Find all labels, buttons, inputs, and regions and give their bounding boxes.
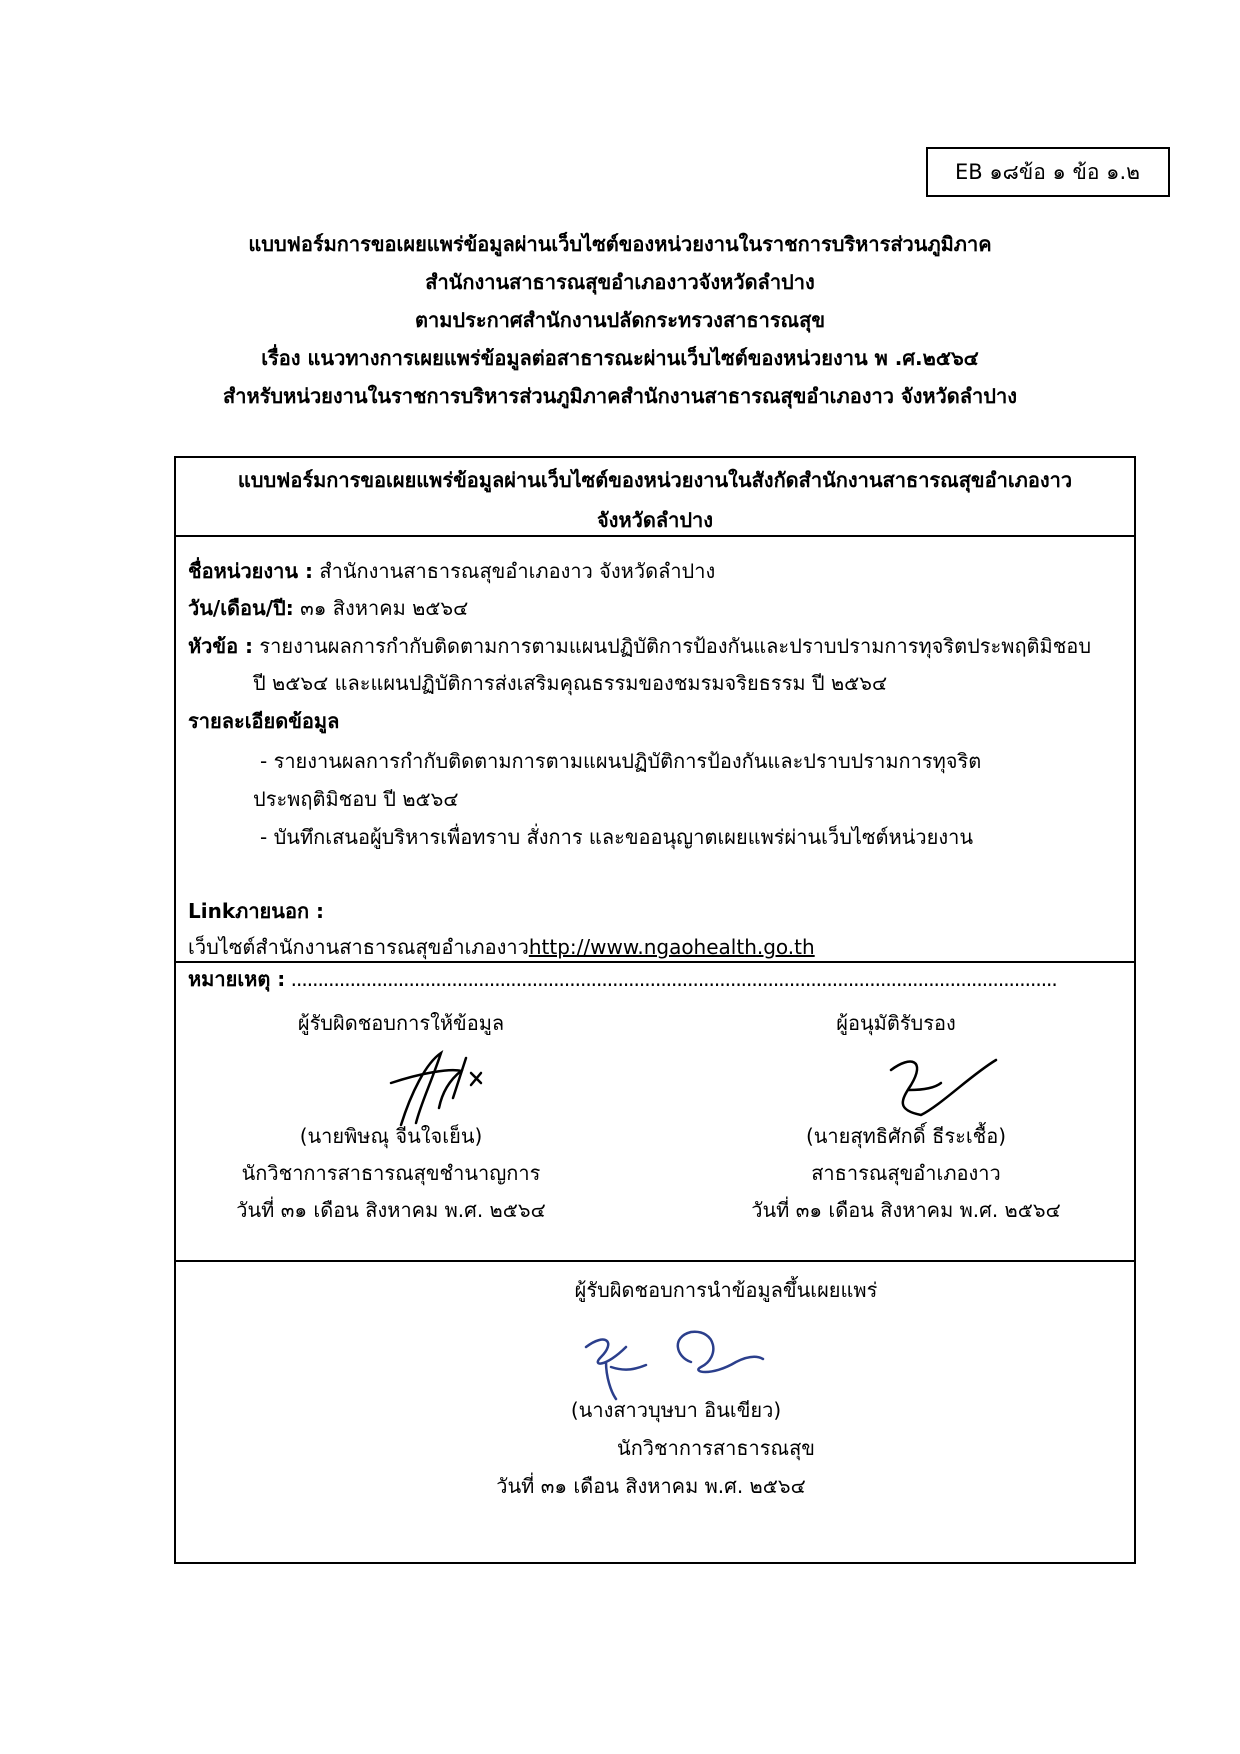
header-line-4: เรื่อง แนวทางการเผยแพร่ข้อมูลต่อสาธารณะผ่านเว็บไซต์ของหน่วยงาน พ .ศ.๒๕๖๔ bbox=[261, 346, 979, 370]
publisher-section bbox=[176, 1262, 1134, 1562]
approver-signature bbox=[881, 1045, 1001, 1125]
header-line-3: ตามประกาศสำนักงานปลัดกระทรวงสาธารณสุข bbox=[414, 308, 825, 332]
approval-section bbox=[176, 963, 1134, 1262]
form-title-line-1: แบบฟอร์มการขอเผยแพร่ข้อมูลผ่านเว็บไซต์ของหน่วยงานในสังกัดสำนักงานสาธารณสุขอำเภองาว bbox=[237, 468, 1073, 492]
informant-role: ผู้รับผิดชอบการให้ข้อมูล bbox=[297, 1011, 505, 1035]
link-label: Linkภายนอก : bbox=[188, 899, 325, 923]
publisher-signature bbox=[571, 1317, 771, 1402]
date-row bbox=[188, 594, 468, 622]
detail-item-2: - บันทึกเสนอผู้บริหารเพื่อทราบ สั่งการ และขออนุญาตเผยแพร่ผ่านเว็บไซต์หน่วยงาน bbox=[260, 825, 974, 849]
website-prefix: เว็บไซต์สำนักงานสาธารณสุขอำเภองาว bbox=[188, 935, 529, 959]
topic-row bbox=[188, 632, 1091, 660]
publisher-name: (นางสาวบุษบา อินเขียว) bbox=[570, 1398, 782, 1422]
informant-role-block bbox=[266, 1005, 536, 1042]
date-value: ๓๑ สิงหาคม ๒๕๖๔ bbox=[293, 596, 469, 620]
form-body-section bbox=[176, 537, 1134, 991]
header-line-2: สำนักงานสาธารณสุขอำเภองาวจังหวัดลำปาง bbox=[425, 270, 815, 294]
unit-label: ชื่อหน่วยงาน : bbox=[188, 559, 314, 583]
informant-position: นักวิชาการสาธารณสุขชำนาญการ bbox=[241, 1161, 541, 1185]
publisher-position: นักวิชาการสาธารณสุข bbox=[617, 1436, 815, 1460]
topic-value-2: ปี ๒๕๖๔ และแผนปฏิบัติการส่งเสริมคุณธรรมของชมรมจริยธรรม ปี ๒๕๖๔ bbox=[253, 671, 888, 695]
unit-row bbox=[188, 557, 715, 585]
details-label: รายละเอียดข้อมูล bbox=[188, 709, 340, 733]
topic-value-1: รายงานผลการกำกับติดตามการตามแผนปฏิบัติการป้องกันและปราบปรามการทุจริตประพฤติมิชอบ bbox=[253, 634, 1092, 658]
approver-position: สาธารณสุขอำเภองาว bbox=[811, 1161, 1001, 1185]
approver-name: (นายสุทธิศักดิ์ ธีระเชื้อ) bbox=[805, 1124, 1007, 1148]
approver-details bbox=[736, 1118, 1076, 1229]
document-header bbox=[0, 225, 1240, 415]
publisher-role: ผู้รับผิดชอบการนำข้อมูลขึ้นเผยแพร่ bbox=[574, 1278, 878, 1302]
publisher-date: วันที่ ๓๑ เดือน สิงหาคม พ.ศ. ๒๕๖๔ bbox=[496, 1474, 806, 1498]
informant-date: วันที่ ๓๑ เดือน สิงหาคม พ.ศ. ๒๕๖๔ bbox=[236, 1198, 546, 1222]
detail-item-1-cont: ประพฤติมิชอบ ปี ๒๕๖๔ bbox=[253, 787, 459, 811]
header-line-5: สำหรับหน่วยงานในราชการบริหารส่วนภูมิภาคสำนักงานสาธารณสุขอำเภองาว จังหวัดลำปาง bbox=[223, 384, 1017, 408]
remark-label: หมายเหตุ : bbox=[188, 967, 286, 991]
form-title-section bbox=[176, 458, 1134, 537]
remark-dots: ............................................................................................................................................... bbox=[285, 967, 1057, 991]
publisher-role-block bbox=[516, 1272, 936, 1309]
approver-date: วันที่ ๓๑ เดือน สิงหาคม พ.ศ. ๒๕๖๔ bbox=[751, 1198, 1061, 1222]
topic-label: หัวข้อ : bbox=[188, 634, 254, 658]
document-code: EB ๑๘ข้อ ๑ ข้อ ๑.๒ bbox=[955, 160, 1141, 184]
publisher-name-block bbox=[516, 1392, 836, 1429]
request-form bbox=[174, 456, 1136, 1564]
date-label: วัน/เดือน/ปี: bbox=[188, 596, 294, 620]
unit-value: สำนักงานสาธารณสุขอำเภองาว จังหวัดลำปาง bbox=[313, 559, 716, 583]
informant-name: (นายพิษณุ จีนใจเย็น) bbox=[299, 1124, 483, 1148]
approver-role: ผู้อนุมัติรับรอง bbox=[836, 1011, 956, 1035]
website-link[interactable]: http://www.ngaohealth.go.th bbox=[528, 935, 815, 959]
publisher-date-block bbox=[476, 1468, 826, 1505]
document-code-box bbox=[926, 147, 1170, 197]
form-title-line-2: จังหวัดลำปาง bbox=[596, 508, 714, 532]
informant-details bbox=[216, 1118, 566, 1229]
website-row bbox=[188, 933, 815, 961]
detail-item-1: - รายงานผลการกำกับติดตามการตามแผนปฏิบัติการป้องกันและปราบปรามการทุจริต bbox=[260, 749, 982, 773]
approver-role-block bbox=[776, 1005, 1016, 1042]
header-line-1: แบบฟอร์มการขอเผยแพร่ข้อมูลผ่านเว็บไซต์ของหน่วยงานในราชการบริหารส่วนภูมิภาค bbox=[248, 232, 992, 256]
publisher-position-block bbox=[566, 1430, 866, 1467]
